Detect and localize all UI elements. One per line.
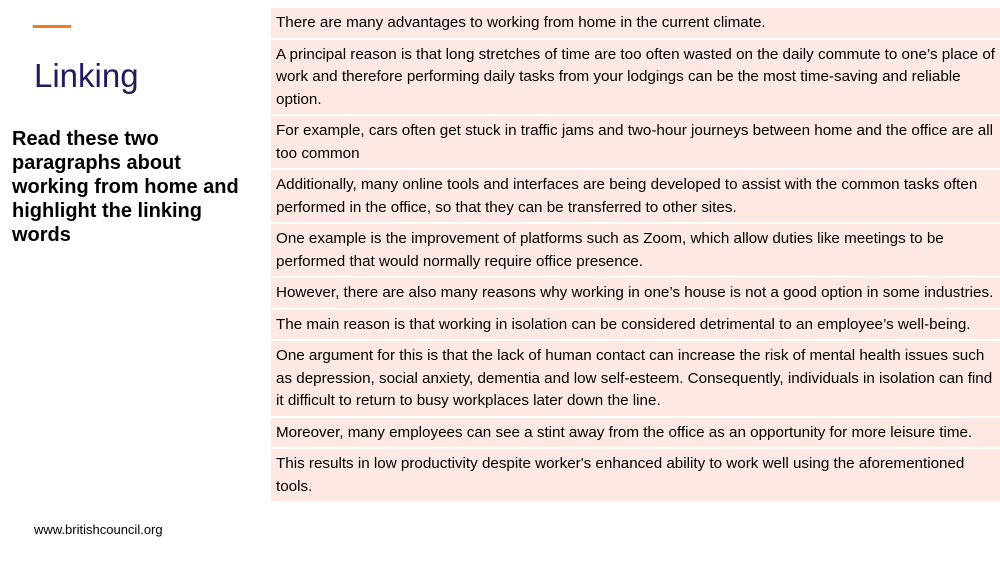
table-row: For example, cars often get stuck in traffic jams and two-hour journeys between home and the office are all too common	[271, 116, 1000, 170]
table-row: One argument for this is that the lack of human contact can increase the risk of mental health issues such as depression, social anxiety, dementia and low self-esteem. Consequently, individuals in isolation can find it difficult to return to busy workplaces later down the line.	[271, 341, 1000, 418]
table-row: However, there are also many reasons why working in one’s house is not a good option in some industries.	[271, 278, 1000, 310]
table-row: Additionally, many online tools and interfaces are being developed to assist with the common tasks often performed in the office, so that they can be transferred to other sites.	[271, 170, 1000, 224]
footer-url: www.britishcouncil.org	[34, 522, 163, 537]
table-row: There are many advantages to working from home in the current climate.	[271, 8, 1000, 40]
slide-title: Linking	[34, 57, 139, 94]
table-row: Moreover, many employees can see a stint away from the office as an opportunity for more leisure time.	[271, 418, 1000, 450]
table-row: One example is the improvement of platforms such as Zoom, which allow duties like meetings to be performed that would normally require office presence.	[271, 224, 1000, 278]
instructions-text: Read these two paragraphs about working from home and highlight the linking words	[12, 128, 239, 246]
title-accent-bar	[33, 25, 71, 28]
paragraph-table	[271, 8, 1000, 503]
table-row: A principal reason is that long stretches of time are too often wasted on the daily commute to one’s place of work and therefore performing daily tasks from your lodgings can be the most time-saving and reliable option.	[271, 40, 1000, 117]
table-row: This results in low productivity despite worker's enhanced ability to work well using the aforementioned tools.	[271, 449, 1000, 503]
table-row: The main reason is that working in isolation can be considered detrimental to an employee’s well-being.	[271, 310, 1000, 342]
